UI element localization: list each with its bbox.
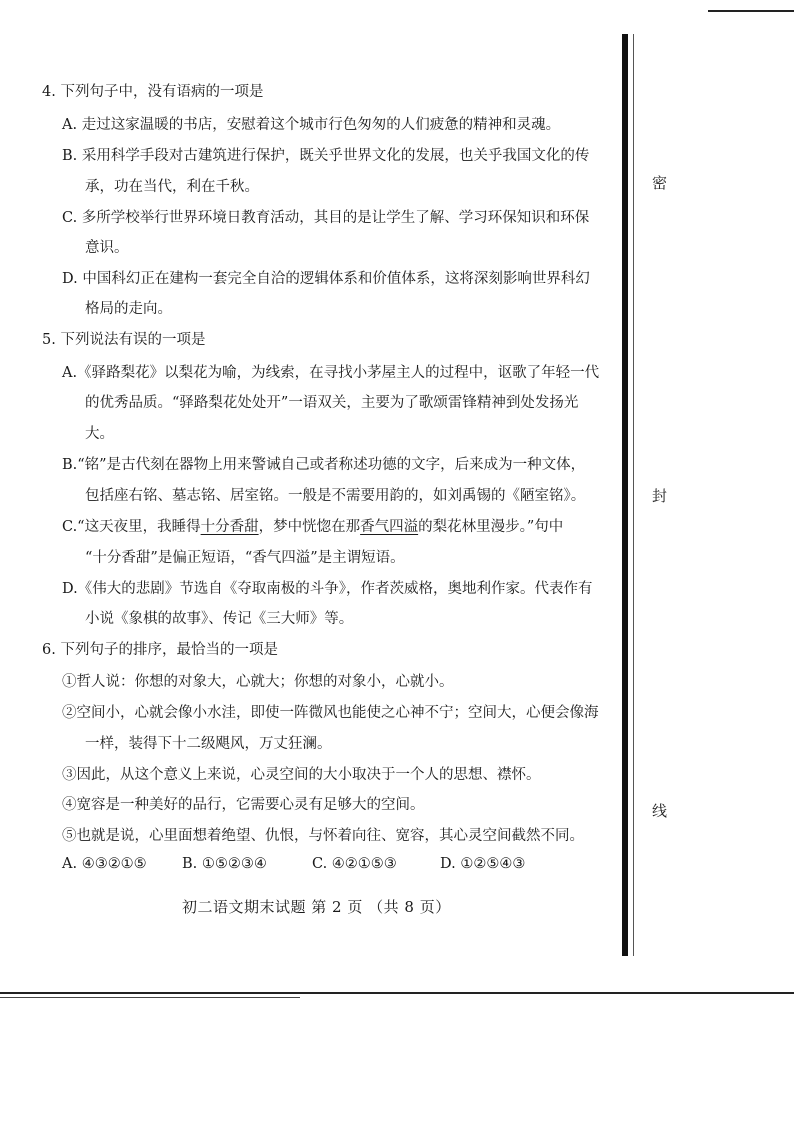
q6-sentence-2-cont: 一样，装得下十二级飓风，万丈狂澜。 [85, 736, 332, 752]
q5-option-a: A.《驿路梨花》以梨花为喻，为线索，在寻找小茅屋主人的过程中，讴歌了年轻一代 [62, 365, 600, 381]
q4-option-b-cont: 承，功在当代，利在千秋。 [85, 179, 259, 195]
q6-sentence-5: ⑤也就是说，心里面想着绝望、仇恨，与怀着向往、宽容，其心灵空间截然不同。 [62, 828, 584, 844]
q6-stem: 6. 下列句子的排序，最恰当的一项是 [42, 642, 278, 658]
q5-c-text-1: C.“这天夜里，我睡得 [62, 519, 201, 535]
q4-option-c: C. 多所学校举行世界环境日教育活动，其目的是让学生了解、学习环保知识和环保 [62, 210, 590, 226]
q5-option-a-cont2: 大。 [85, 426, 114, 442]
q6-choices [62, 856, 525, 872]
q5-option-b: B.“铭”是古代刻在器物上用来警诫自己或者称述功德的文字，后来成为一种文体， [62, 457, 586, 473]
q6-choice-c: C. ④②①⑤③ [312, 856, 397, 872]
q5-option-d-cont: 小说《象棋的故事》、传记《三大师》等。 [85, 611, 354, 627]
q4-option-c-cont: 意识。 [85, 240, 129, 256]
binding-line-thick [622, 34, 628, 956]
q6-choice-a: A. ④③②①⑤ [62, 856, 147, 872]
scan-bottom-line-2 [0, 997, 300, 998]
q6-sentence-3: ③因此，从这个意义上来说，心灵空间的大小取决于一个人的思想、襟怀。 [62, 767, 541, 783]
q4-option-b: B. 采用科学手段对古建筑进行保护，既关乎世界文化的发展，也关乎我国文化的传 [62, 148, 590, 164]
q5-option-b-cont: 包括座右铭、墓志铭、居室铭。一般是不需要用韵的，如刘禹锡的《陋室铭》。 [85, 488, 586, 504]
q4-stem: 4. 下列句子中，没有语病的一项是 [42, 84, 264, 100]
q6-choice-b: B. ①⑤②③④ [182, 856, 267, 872]
q5-c-text-2: ，梦中恍惚在那 [258, 519, 361, 535]
q5-c-underlined-2: 香气四溢 [360, 519, 419, 535]
margin-mark-xian: 线 [652, 802, 668, 820]
q4-option-d: D. 中国科幻正在建构一套完全自洽的逻辑体系和价值体系，这将深刻影响世界科幻 [62, 271, 590, 287]
scan-edge-line [708, 10, 794, 12]
margin-mark-mi: 密 [652, 174, 668, 192]
q6-choice-d: D. ①②⑤④③ [440, 856, 526, 872]
q6-sentence-1: ①哲人说：你想的对象大，心就大；你想的对象小，心就小。 [62, 674, 454, 690]
q5-stem: 5. 下列说法有误的一项是 [42, 332, 206, 348]
q5-option-a-cont1: 的优秀品质。“驿路梨花处处开”一语双关，主要为了歌颂雷锋精神到处发扬光 [85, 395, 579, 411]
binding-line-thin [633, 34, 634, 956]
q4-option-a: A. 走过这家温暖的书店，安慰着这个城市行色匆匆的人们疲惫的精神和灵魂。 [62, 117, 561, 133]
margin-mark-feng: 封 [652, 487, 668, 505]
q6-sentence-4: ④宽容是一种美好的品行，它需要心灵有足够大的空间。 [62, 797, 425, 813]
q5-option-d: D.《伟大的悲剧》节选自《夺取南极的斗争》，作者茨威格，奥地利作家。代表作有 [62, 581, 593, 597]
q4-option-d-cont: 格局的走向。 [85, 301, 172, 317]
q6-sentence-2: ②空间小，心就会像小水洼，即使一阵微风也能使之心神不宁；空间大，心便会像海 [62, 705, 599, 721]
q5-c-text-3: 的梨花林里漫步。”句中 [418, 519, 564, 535]
page-footer: 初二语文期末试题 第 2 页 （共 8 页） [182, 898, 451, 916]
q5-option-c [62, 517, 563, 537]
scan-bottom-line [0, 992, 794, 994]
q5-c-underlined-1: 十分香甜 [200, 519, 259, 535]
q5-option-c-cont: “十分香甜”是偏正短语，“香气四溢”是主谓短语。 [85, 550, 405, 566]
